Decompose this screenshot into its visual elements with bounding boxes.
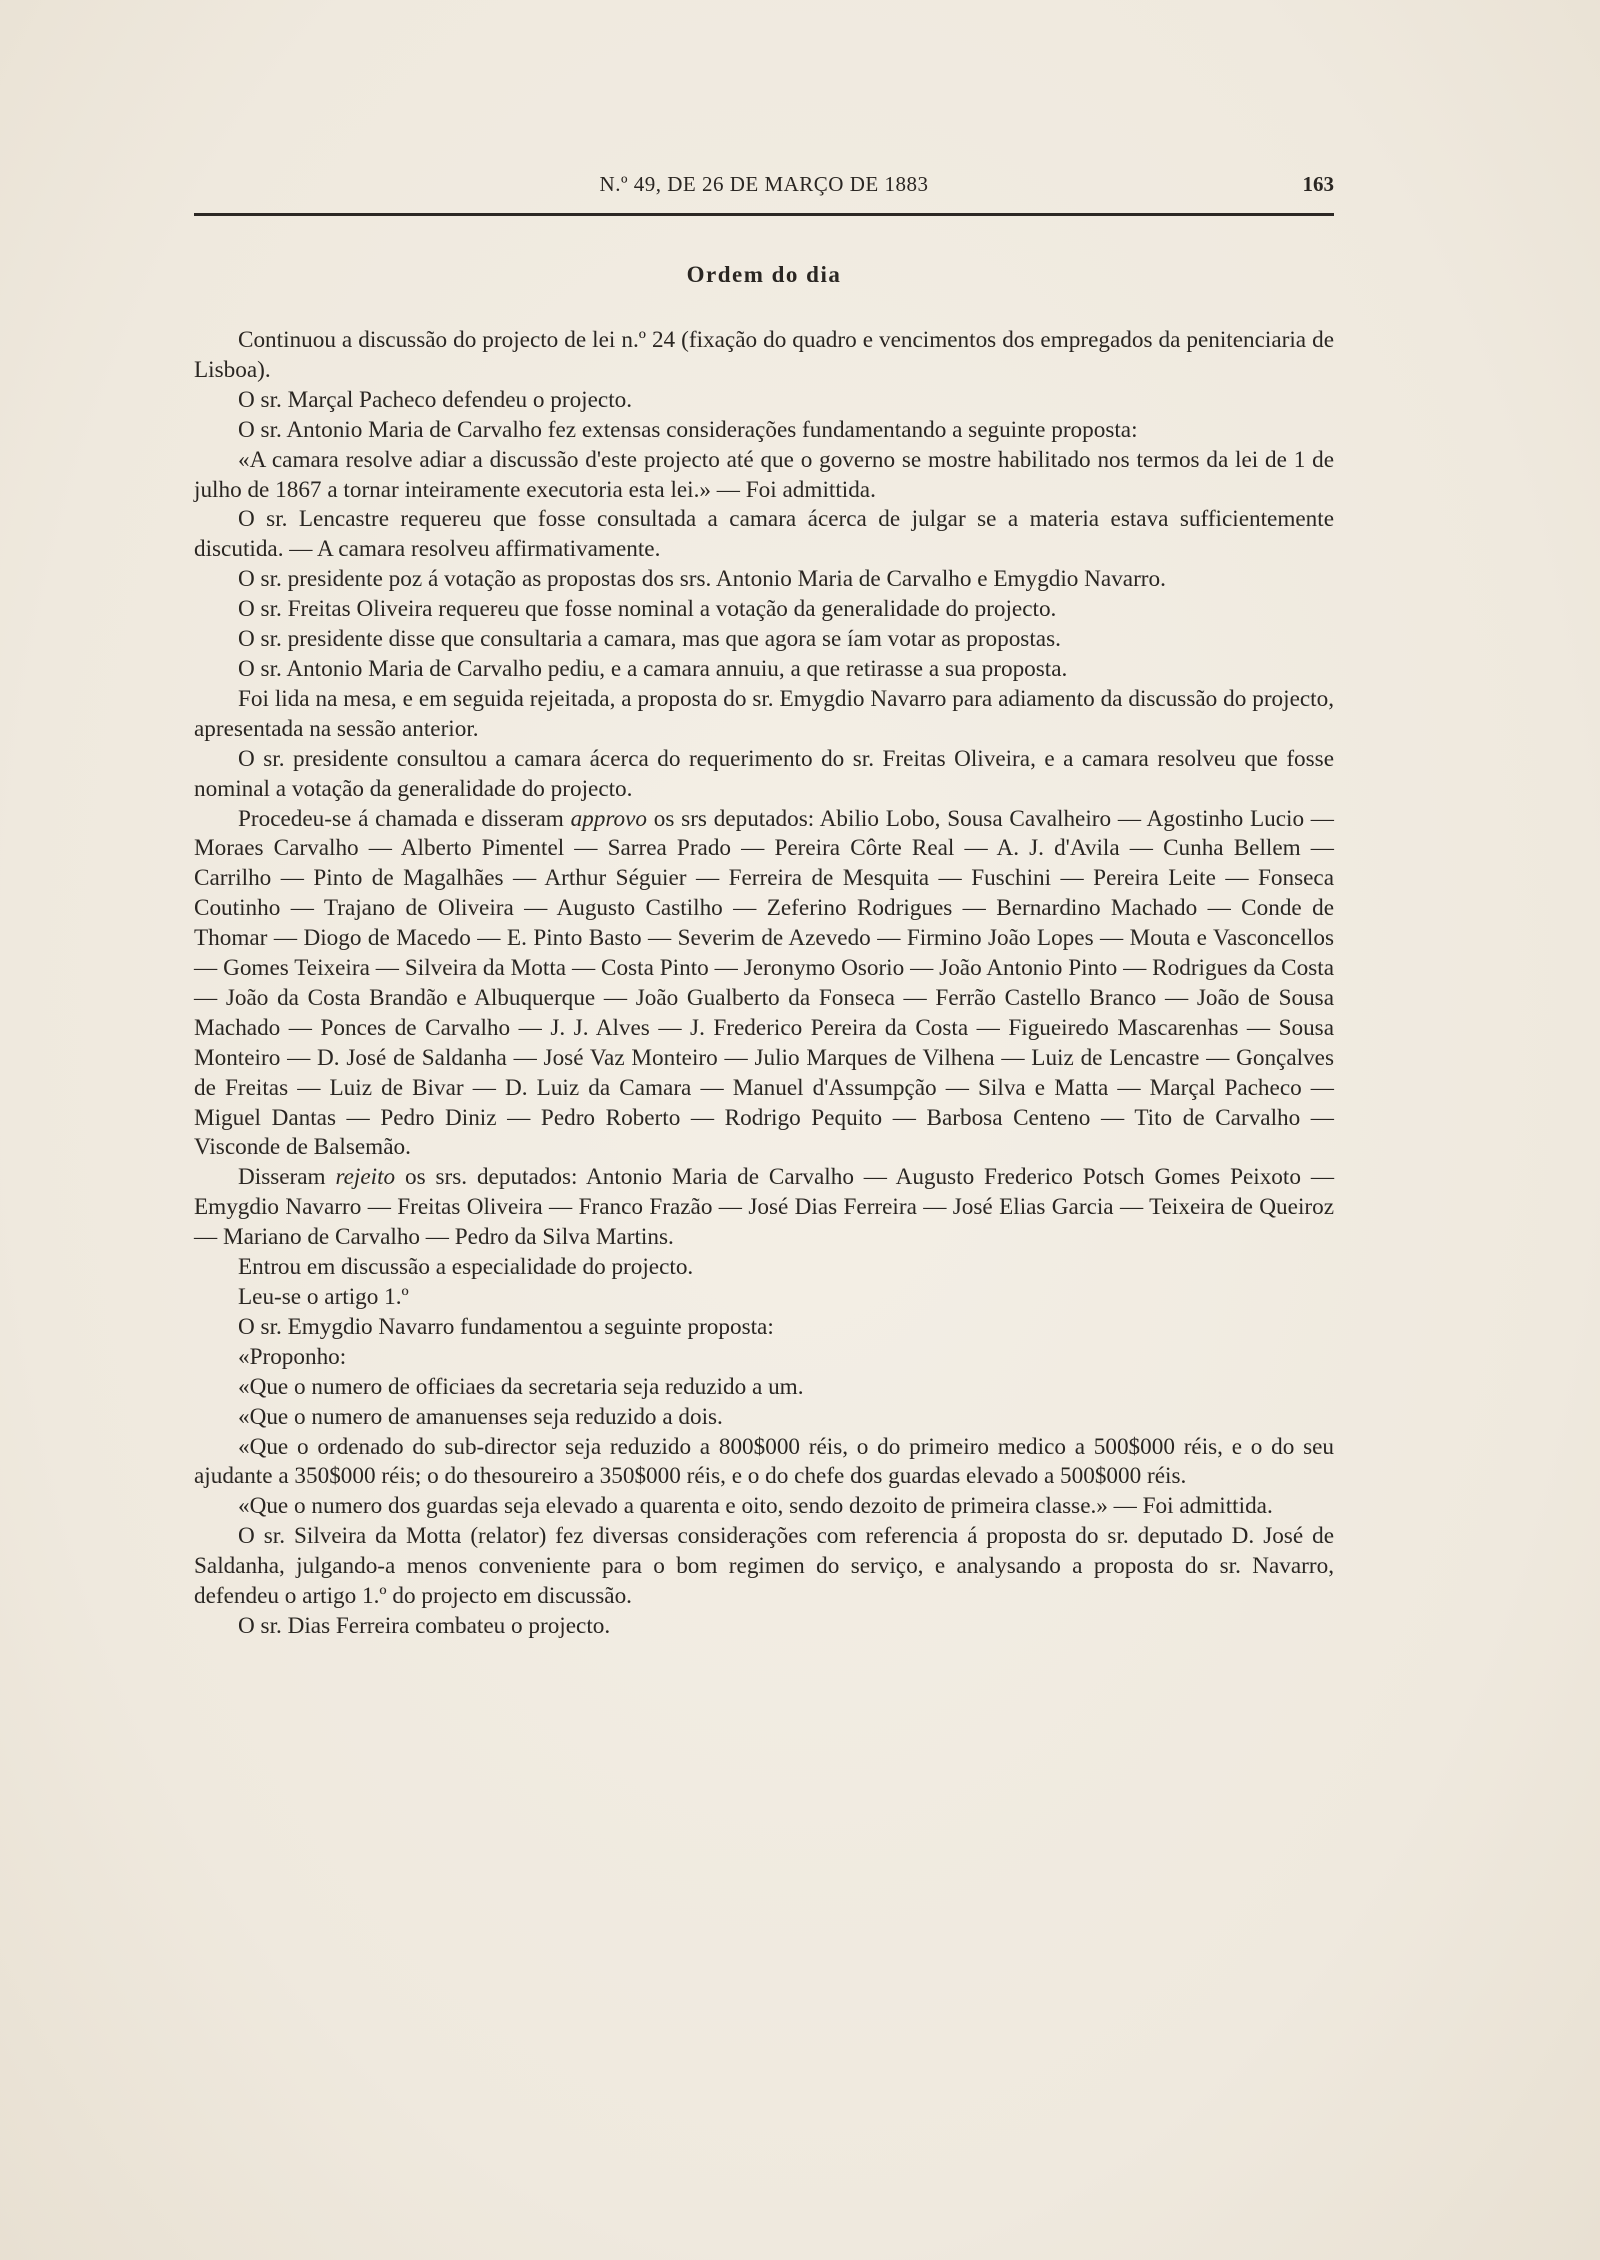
paragraph: O sr. Lencastre requereu que fosse consultada a camara ácerca de julgar se a materia estava sufficientemente discutida. — A camara resolveu affirmativamente. (194, 506, 1334, 563)
rejeito-word: rejeito (335, 1164, 396, 1191)
paragraph: Leu-se o artigo 1.º (238, 1284, 409, 1310)
section-title: Ordem do dia (686, 262, 842, 287)
paragraph: O sr. presidente poz á votação as propostas dos srs. Antonio Maria de Carvalho e Emygdio Navarro. (238, 566, 1166, 593)
paragraph: O sr. Marçal Pacheco defendeu o projecto. (238, 386, 633, 413)
rejecters-intro: Disseram (238, 1164, 336, 1191)
paragraph: «Que o numero de officiaes da secretaria seja reduzido a um. (238, 1373, 804, 1400)
paragraph: O sr. Antonio Maria de Carvalho fez extensas considerações fundamentando a seguinte proposta: (238, 416, 1138, 443)
paragraph: O sr. Emygdio Navarro fundamentou a seguinte proposta: (238, 1313, 774, 1340)
body-text (194, 326, 1334, 1642)
paragraph: O sr. Dias Ferreira combateu o projecto. (238, 1612, 611, 1639)
header-title: N.º 49, DE 26 DE MARÇO DE 1883 (599, 172, 929, 196)
paragraph: «Que o numero dos guardas seja elevado a quarenta e oito, sendo dezoito de primeira classe.» — Foi admittida. (238, 1493, 1273, 1520)
approvers-list: os srs deputados: Abilio Lobo, Sousa Cavalheiro — Agostinho Lucio — Moraes Carvalho — Alberto Pimentel — Sarrea Prado — Pereira Côrte Real — A. J. d'Avila — Cunha Bellem — Carrilho — Pinto de Magalhães — Arthur Séguier — Ferreira de Mesquita — Fuschini — Pereira Leite — Fonseca Coutinho — Trajano de Oliveira — Augusto Castilho — Zeferino Rodrigues — Bernardino Machado — Conde de Thomar — Diogo de Macedo — E. Pinto Basto — Severim de Azevedo — Firmino João Lopes — Mouta e Vasconcellos — Gomes Teixeira — Silveira da Motta — Costa Pinto — Jeronymo Osorio — João Antonio Pinto — Rodrigues da Costa — João da Costa Brandão e Albuquerque — João Gualberto da Fonseca — Ferrão Castello Branco — João de Sousa Machado — Ponces de Carvalho — J. J. Alves — J. Frederico Pereira da Costa — Figueiredo Mascarenhas — Sousa Monteiro — D. José de Saldanha — José Vaz Monteiro — Julio Marques de Vilhena — Luiz de Lencastre — Gonçalves de Freitas — Luiz de Bivar — D. Luiz da Camara — Manuel d'Assumpção — Silva e Matta — Marçal Pacheco — Miguel Dantas — Pedro Diniz — Pedro Roberto — Rodrigo Pequito — Barbosa Centeno — Tito de Carvalho — Visconde de Balsemão. (194, 805, 1334, 1161)
paragraph: «Que o numero de amanuenses seja reduzido a dois. (238, 1403, 723, 1430)
approvers-paragraph (194, 805, 1334, 1164)
rejecters-list: os srs. deputados: Antonio Maria de Carvalho — Augusto Frederico Potsch Gomes Peixoto — Emygdio Navarro — Freitas Oliveira — Franco Frazão — José Dias Ferreira — José Elias Garcia — Teixeira de Queiroz — Mariano de Carvalho — Pedro da Silva Martins. (194, 1164, 1335, 1251)
paragraph: O sr. Freitas Oliveira requereu que fosse nominal a votação da generalidade do projecto. (238, 596, 1057, 623)
paragraph: Entrou em discussão a especialidade do projecto. (238, 1254, 694, 1281)
paragraph: O sr. presidente consultou a camara ácerca do requerimento do sr. Freitas Oliveira, e a camara resolveu que fosse nominal a votação da generalidade do projecto. (194, 745, 1334, 802)
page-number: 163 (1302, 172, 1334, 196)
paragraph: Continuou a discussão do projecto de lei n.º 24 (fixação do quadro e vencimentos dos empregados da penitenciaria de Lisboa). (194, 327, 1334, 383)
rejecters-paragraph (194, 1163, 1334, 1253)
approvers-intro: Procedeu-se á chamada e disseram (238, 805, 571, 832)
running-header (194, 168, 1334, 208)
paragraph: «A camara resolve adiar a discussão d'este projecto até que o governo se mostre habilitado nos termos da lei de 1 de julho de 1867 a tornar inteiramente executoria esta lei.» — Foi admittida. (194, 446, 1334, 503)
header-rule (194, 213, 1334, 216)
paragraph: «Proponho: (238, 1343, 347, 1370)
paragraph: O sr. Silveira da Motta (relator) fez diversas considerações com referencia á proposta do sr. deputado D. José de Saldanha, julgando-a menos conveniente para o bom regimen do serviço, e analysando a proposta do sr. Navarro, defendeu o artigo 1.º do projecto em discussão. (194, 1523, 1334, 1610)
paragraph: O sr. presidente disse que consultaria a camara, mas que agora se íam votar as propostas. (238, 626, 1061, 653)
paragraph: «Que o ordenado do sub-director seja reduzido a 800$000 réis, o do primeiro medico a 500$000 réis, e o do seu ajudante a 350$000 réis; o do thesoureiro a 350$000 réis, e o do chefe dos guardas elevado a 500$000 réis. (194, 1433, 1334, 1490)
approvo-word: approvo (570, 805, 648, 832)
paragraph: O sr. Antonio Maria de Carvalho pediu, e a camara annuiu, a que retirasse a sua proposta. (238, 655, 1068, 682)
paragraph: Foi lida na mesa, e em seguida rejeitada, a proposta do sr. Emygdio Navarro para adiamento da discussão do projecto, apresentada na sessão anterior. (194, 685, 1334, 742)
